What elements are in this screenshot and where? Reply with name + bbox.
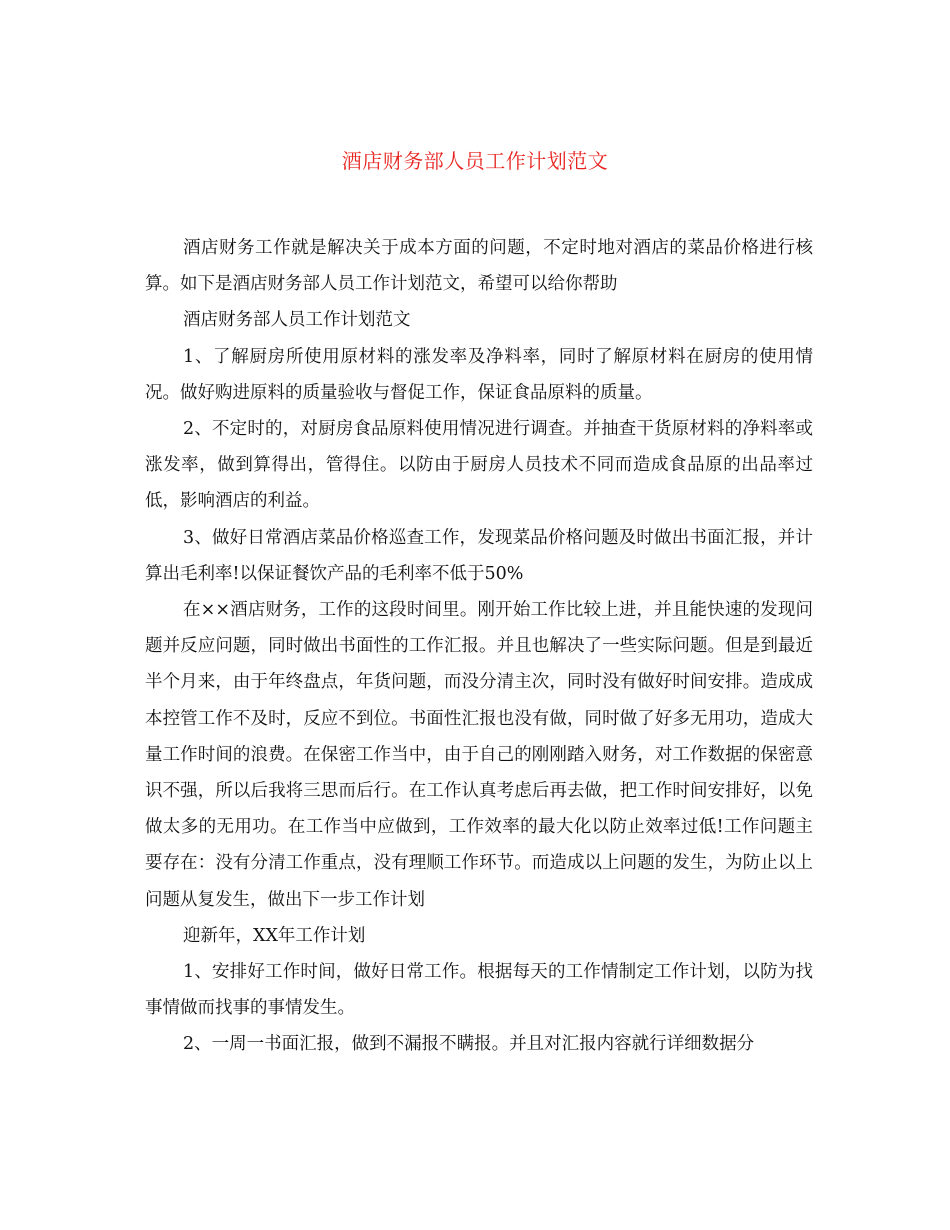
paragraph-item-3: 3、做好日常酒店菜品价格巡查工作，发现菜品价格问题及时做出书面汇报，并计算出毛利率!以保证餐饮产品的毛利率不低于50% bbox=[145, 527, 813, 584]
document-body bbox=[145, 230, 813, 1063]
paragraph-summary: 在××酒店财务，工作的这段时间里。刚开始工作比较上进，并且能快速的发现问题并反应问题，同时做出书面性的工作汇报。并且也解决了一些实际问题。但是到最近半个月来，由于年终盘点，年货问题，而没分清主次，同时没有做好时间安排。造成成本控管工作不及时，反应不到位。书面性汇报也没有做，同时做了好多无用功，造成大量工作时间的浪费。在保密工作当中，由于自己的刚刚踏入财务，对工作数据的保密意识不强，所以后我将三思而后行。在工作认真考虑后再去做，把工作时间安排好，以免做太多的无用功。在工作当中应做到，工作效率的最大化以防止效率过低!工作问题主要存在：没有分清工作重点，没有理顺工作环节。而造成以上问题的发生，为防止以上问题从复发生，做出下一步工作计划 bbox=[145, 600, 813, 910]
document-title: 酒店财务部人员工作计划范文 bbox=[341, 149, 609, 173]
paragraph-plan-heading: 迎新年，XX年工作计划 bbox=[183, 925, 366, 946]
paragraph-intro: 酒店财务工作就是解决关于成本方面的问题，不定时地对酒店的菜品价格进行核算。如下是酒店财务部人员工作计划范文，希望可以给你帮助 bbox=[145, 238, 813, 295]
paragraph-plan-2: 2、一周一书面汇报，做到不漏报不瞒报。并且对汇报内容就行详细数据分 bbox=[183, 1034, 755, 1055]
paragraph-plan-1: 1、安排好工作时间，做好日常工作。根据每天的工作情制定工作计划，以防为找事情做而找事的事情发生。 bbox=[145, 962, 813, 1019]
paragraph-subtitle: 酒店财务部人员工作计划范文 bbox=[183, 310, 411, 331]
paragraph-item-2: 2、不定时的，对厨房食品原料使用情况进行调查。并抽查干货原材料的净料率或涨发率，做到算得出，管得住。以防由于厨房人员技术不同而造成食品原的出品率过低，影响酒店的利益。 bbox=[145, 419, 813, 512]
paragraph-item-1: 1、了解厨房所使用原材料的涨发率及净料率，同时了解原材料在厨房的使用情况。做好购进原料的质量验收与督促工作，保证食品原料的质量。 bbox=[145, 346, 813, 403]
